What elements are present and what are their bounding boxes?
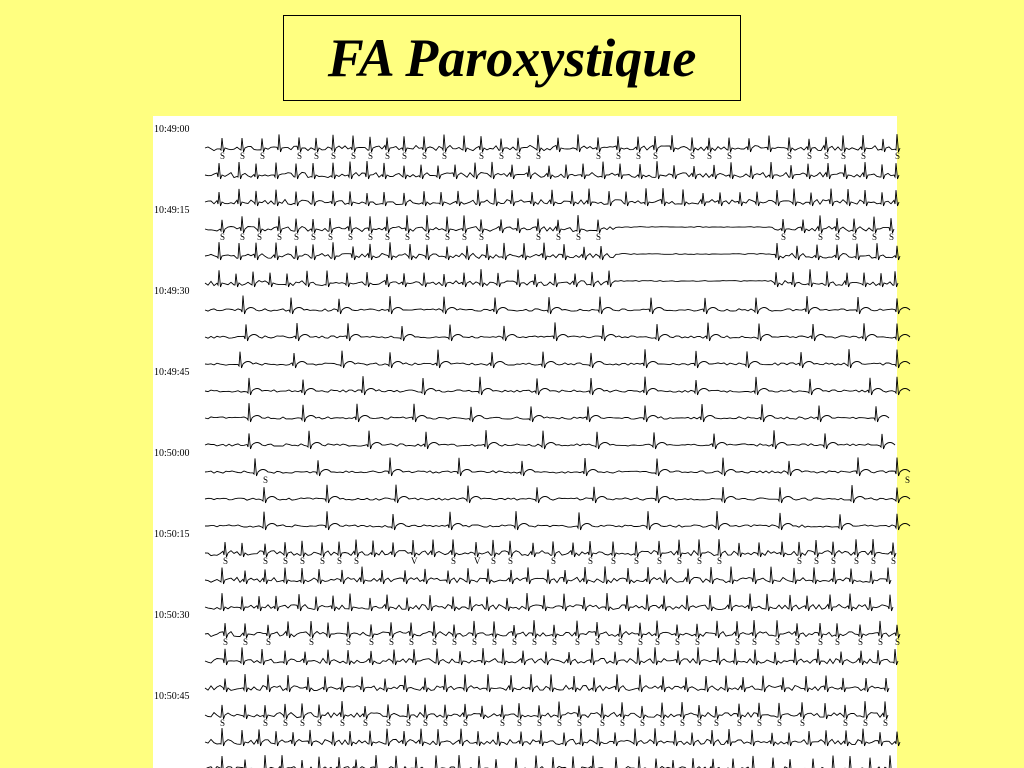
ecg-beat-marker: S <box>363 718 369 728</box>
ecg-beat-marker: S <box>638 637 644 647</box>
ecg-beat-marker: S <box>824 151 830 161</box>
ecg-beat-marker: S <box>690 151 696 161</box>
ecg-beat-marker: S <box>508 556 514 566</box>
ecg-beat-marker: S <box>422 151 428 161</box>
ecg-beat-marker: S <box>423 718 429 728</box>
ecg-beat-marker: S <box>512 637 518 647</box>
ecg-beat-marker: S <box>595 637 601 647</box>
ecg-beat-marker: S <box>557 718 563 728</box>
ecg-beat-marker: S <box>616 151 622 161</box>
ecg-beat-marker: S <box>575 637 581 647</box>
ecg-beat-marker: S <box>655 637 661 647</box>
ecg-beat-marker: S <box>311 232 317 242</box>
ecg-beat-marker: S <box>895 637 901 647</box>
ecg-beat-marker: S <box>516 151 522 161</box>
ecg-trace-line <box>205 593 893 611</box>
ecg-trace-line <box>205 376 910 395</box>
ecg-beat-marker: S <box>677 556 683 566</box>
ecg-beat-marker: S <box>425 232 431 242</box>
ecg-beat-marker: S <box>243 637 249 647</box>
ecg-beat-marker: S <box>517 718 523 728</box>
ecg-beat-marker: S <box>576 232 582 242</box>
ecg-time-label: 10:50:30 <box>154 610 190 621</box>
ecg-beat-marker: S <box>405 232 411 242</box>
ecg-trace-line <box>205 349 910 368</box>
ecg-beat-marker: S <box>841 151 847 161</box>
ecg-beat-marker: S <box>386 718 392 728</box>
ecg-beat-marker: S <box>831 556 837 566</box>
ecg-beat-marker: S <box>895 151 901 161</box>
ecg-beat-marker: S <box>861 151 867 161</box>
ecg-beat-marker: S <box>537 718 543 728</box>
ecg-beat-marker: S <box>309 637 315 647</box>
ecg-time-label: 10:50:15 <box>154 529 190 540</box>
ecg-beat-marker: S <box>346 637 352 647</box>
ecg-beat-marker: S <box>777 718 783 728</box>
ecg-beat-marker: S <box>220 151 226 161</box>
ecg-time-label: 10:50:00 <box>154 448 190 459</box>
ecg-beat-marker: S <box>675 637 681 647</box>
ecg-beat-marker: S <box>409 637 415 647</box>
ecg-beat-marker: S <box>320 556 326 566</box>
ecg-beat-marker: S <box>389 637 395 647</box>
ecg-trace-line <box>205 755 893 768</box>
ecg-beat-marker: S <box>737 718 743 728</box>
ecg-beat-marker: S <box>800 718 806 728</box>
ecg-beat-marker: S <box>797 556 803 566</box>
ecg-beat-marker: S <box>697 556 703 566</box>
ecg-beat-marker: S <box>787 151 793 161</box>
ecg-beat-marker: S <box>634 556 640 566</box>
ecg-beat-marker: S <box>781 232 787 242</box>
ecg-beat-marker: S <box>432 637 438 647</box>
ecg-trace-line <box>205 403 889 422</box>
ecg-beat-marker: S <box>714 718 720 728</box>
ecg-beat-marker: S <box>283 718 289 728</box>
ecg-time-label: 10:49:00 <box>154 124 190 135</box>
ecg-beat-marker: S <box>695 637 701 647</box>
ecg-beat-marker: S <box>757 718 763 728</box>
ecg-beat-marker: S <box>451 556 457 566</box>
ecg-beat-marker: S <box>472 637 478 647</box>
ecg-trace-line <box>205 511 910 530</box>
ecg-beat-marker: S <box>680 718 686 728</box>
ecg-beat-marker: S <box>500 718 506 728</box>
ecg-trace-line <box>205 647 898 665</box>
slide-title: FA Paroxystique <box>327 28 697 88</box>
ecg-beat-marker: S <box>775 637 781 647</box>
ecg-beat-marker: S <box>878 637 884 647</box>
ecg-beat-marker: S <box>818 232 824 242</box>
ecg-beat-marker: S <box>858 637 864 647</box>
ecg-beat-marker: S <box>600 718 606 728</box>
ecg-beat-marker: S <box>340 718 346 728</box>
ecg-beat-marker: S <box>795 637 801 647</box>
ecg-trace-line <box>205 674 889 692</box>
ecg-trace-line <box>205 242 900 260</box>
ecg-beat-marker: S <box>653 151 659 161</box>
ecg-beat-marker: S <box>889 232 895 242</box>
ecg-time-label: 10:49:30 <box>154 286 190 297</box>
ecg-beat-marker: S <box>368 151 374 161</box>
ecg-beat-marker: S <box>354 556 360 566</box>
ecg-beat-marker: S <box>443 718 449 728</box>
ecg-trace-line <box>205 215 894 233</box>
ecg-beat-marker: S <box>636 151 642 161</box>
ecg-beat-marker: S <box>223 556 229 566</box>
ecg-trace-line <box>205 728 900 746</box>
ecg-trace-line <box>205 539 896 557</box>
ecg-beat-marker: S <box>406 718 412 728</box>
ecg-trace-line <box>205 269 898 287</box>
ecg-beat-marker: S <box>536 151 542 161</box>
ecg-trace-line <box>205 322 910 341</box>
ecg-beat-marker: S <box>883 718 889 728</box>
ecg-beat-marker: S <box>532 637 538 647</box>
ecg-beat-marker: S <box>620 718 626 728</box>
ecg-trace-line <box>205 161 899 179</box>
ecg-beat-marker: S <box>263 475 269 485</box>
ecg-beat-marker: S <box>297 151 303 161</box>
ecg-beat-marker: S <box>328 232 334 242</box>
ecg-beat-marker: S <box>814 556 820 566</box>
ecg-beat-marker: S <box>294 232 300 242</box>
ecg-beat-marker: S <box>240 151 246 161</box>
ecg-beat-marker: S <box>300 718 306 728</box>
ecg-beat-marker: S <box>552 637 558 647</box>
ecg-holter-strip <box>153 116 911 768</box>
ecg-beat-marker: S <box>240 232 246 242</box>
ecg-beat-marker: S <box>223 637 229 647</box>
ecg-beat-marker: S <box>891 556 897 566</box>
ecg-beat-marker: S <box>611 556 617 566</box>
ecg-beat-marker: S <box>337 556 343 566</box>
ecg-trace-line <box>205 188 899 206</box>
ecg-beat-marker: S <box>260 151 266 161</box>
ecg-beat-marker: S <box>263 556 269 566</box>
ecg-beat-marker: V <box>411 556 418 566</box>
ecg-beat-marker: S <box>735 637 741 647</box>
ecg-beat-marker: S <box>872 232 878 242</box>
ecg-beat-marker: S <box>257 232 263 242</box>
ecg-time-label: 10:49:15 <box>154 205 190 216</box>
ecg-beat-marker: S <box>657 556 663 566</box>
ecg-beat-marker: S <box>277 232 283 242</box>
ecg-beat-marker: S <box>640 718 646 728</box>
ecg-trace-line <box>205 134 900 152</box>
ecg-beat-marker: S <box>588 556 594 566</box>
ecg-beat-marker: S <box>369 637 375 647</box>
ecg-trace-line <box>205 457 910 476</box>
ecg-beat-marker: S <box>348 232 354 242</box>
ecg-beat-marker: S <box>300 556 306 566</box>
ecg-trace-line <box>205 620 900 638</box>
ecg-beat-marker: S <box>717 556 723 566</box>
ecg-beat-marker: S <box>807 151 813 161</box>
ecg-trace-line <box>205 485 910 503</box>
ecg-beat-marker: S <box>618 637 624 647</box>
ecg-beat-marker: S <box>491 556 497 566</box>
ecg-beat-marker: S <box>854 556 860 566</box>
ecg-beat-marker: S <box>596 232 602 242</box>
ecg-beat-marker: S <box>351 151 357 161</box>
ecg-beat-marker: S <box>479 151 485 161</box>
ecg-beat-marker: S <box>368 232 374 242</box>
ecg-trace-line <box>205 296 910 315</box>
ecg-beat-marker: S <box>385 151 391 161</box>
ecg-beat-marker: S <box>402 151 408 161</box>
ecg-beat-marker: S <box>551 556 557 566</box>
ecg-beat-marker: S <box>835 637 841 647</box>
ecg-beat-marker: S <box>596 151 602 161</box>
ecg-beat-marker: S <box>463 718 469 728</box>
ecg-beat-marker: S <box>283 556 289 566</box>
ecg-trace-line <box>205 430 895 449</box>
ecg-beat-marker: S <box>752 637 758 647</box>
ecg-beat-marker: S <box>492 637 498 647</box>
ecg-time-label: 10:49:45 <box>154 367 190 378</box>
ecg-beat-marker: V <box>474 556 481 566</box>
ecg-beat-marker: S <box>843 718 849 728</box>
ecg-beat-marker: S <box>577 718 583 728</box>
ecg-beat-marker: S <box>863 718 869 728</box>
ecg-trace-line <box>205 701 888 719</box>
ecg-beat-marker: S <box>462 232 468 242</box>
ecg-beat-marker: S <box>442 151 448 161</box>
ecg-beat-marker: S <box>445 232 451 242</box>
ecg-beat-marker: S <box>263 718 269 728</box>
ecg-beat-marker: S <box>707 151 713 161</box>
ecg-beat-marker: S <box>220 232 226 242</box>
ecg-beat-marker: S <box>905 475 911 485</box>
ecg-beat-marker: S <box>385 232 391 242</box>
ecg-beat-marker: S <box>871 556 877 566</box>
ecg-beat-marker: S <box>220 718 226 728</box>
ecg-beat-marker: S <box>331 151 337 161</box>
ecg-beat-marker: S <box>727 151 733 161</box>
ecg-beat-marker: S <box>479 232 485 242</box>
ecg-beat-marker: S <box>835 232 841 242</box>
ecg-beat-marker: S <box>852 232 858 242</box>
ecg-beat-marker: S <box>536 232 542 242</box>
ecg-beat-marker: S <box>697 718 703 728</box>
ecg-trace-line <box>205 566 891 584</box>
ecg-beat-marker: S <box>556 232 562 242</box>
slide-title-box <box>283 15 741 101</box>
ecg-time-label: 10:50:45 <box>154 691 190 702</box>
ecg-beat-marker: S <box>499 151 505 161</box>
ecg-beat-marker: S <box>266 637 272 647</box>
ecg-beat-marker: S <box>660 718 666 728</box>
ecg-beat-marker: S <box>452 637 458 647</box>
ecg-beat-marker: S <box>818 637 824 647</box>
ecg-beat-marker: S <box>317 718 323 728</box>
ecg-beat-marker: S <box>314 151 320 161</box>
ecg-trace-canvas <box>153 116 911 768</box>
